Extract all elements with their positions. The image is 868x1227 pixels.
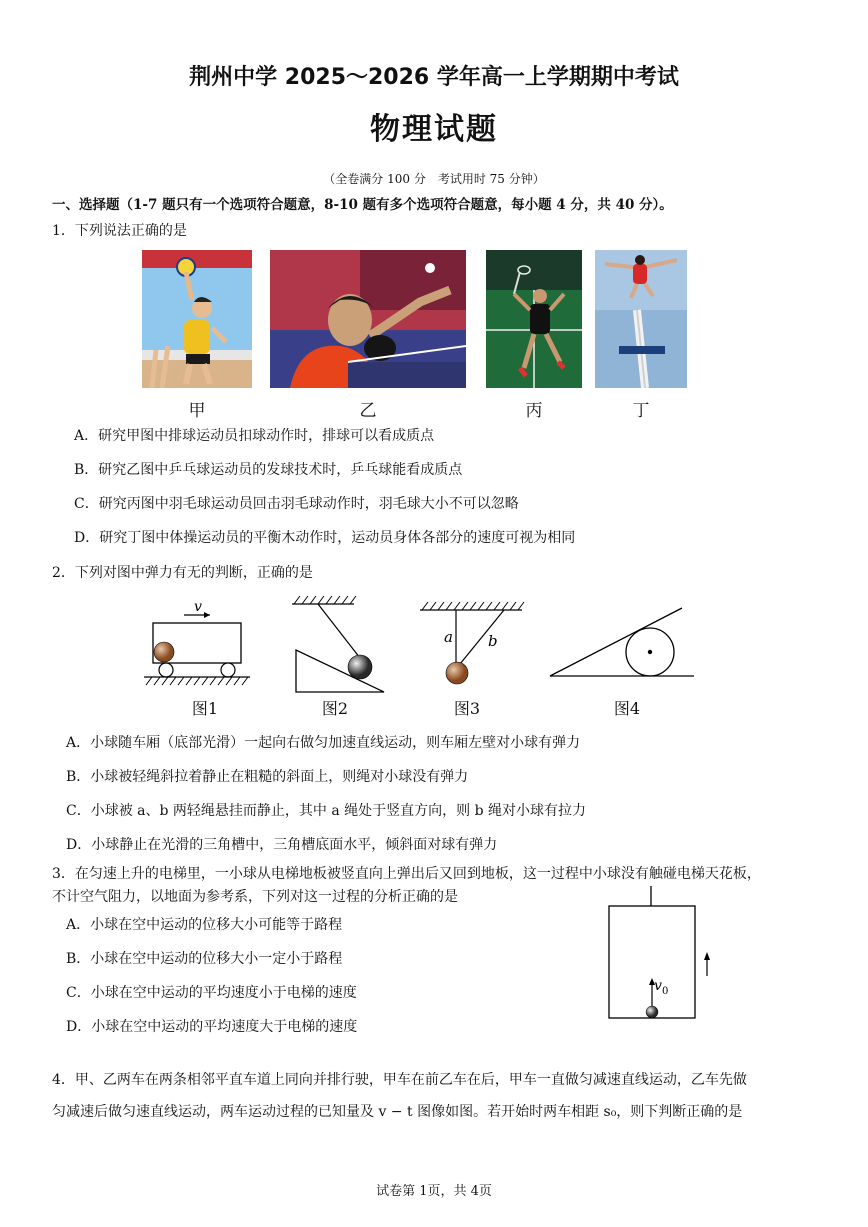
q3-elevator-figure xyxy=(600,884,720,1024)
q3-option-b: B．小球在空中运动的位移大小一定小于路程 xyxy=(66,951,343,967)
q2-option-d: D．小球静止在光滑的三角槽中，三角槽底面水平，倾斜面对球有弹力 xyxy=(66,837,498,853)
q2-fig-label-3: 图3 xyxy=(453,699,481,718)
photo-label-bing: 丙 xyxy=(525,401,543,421)
fig3-rope-a-label: a xyxy=(444,628,453,646)
fig1-velocity-label: v xyxy=(194,599,202,615)
photo-label-jia: 甲 xyxy=(188,401,206,421)
photo-label-yi: 乙 xyxy=(359,401,377,421)
q2-stem: 2．下列对图中弹力有无的判断，正确的是 xyxy=(52,565,313,581)
q3-option-a: A．小球在空中运动的位移大小可能等于路程 xyxy=(66,917,343,933)
q2-fig-label-2: 图2 xyxy=(321,699,349,718)
subject-title: 物理试题 xyxy=(370,112,498,147)
q2-option-b: B．小球被轻绳斜拉着静止在粗糙的斜面上，则绳对小球没有弹力 xyxy=(66,769,469,785)
q2-figure-1 xyxy=(140,595,255,690)
q2-figure-2 xyxy=(288,592,388,694)
v0-label: v xyxy=(654,978,662,994)
photo-badminton xyxy=(486,250,582,388)
exam-info: （全卷满分 100 分 考试用时 75 分钟） xyxy=(323,172,545,186)
photo-volleyball xyxy=(142,250,252,388)
q1-option-d: D．研究丁图中体操运动员的平衡木动作时，运动员身体各部分的速度可视为相同 xyxy=(74,530,576,546)
q4-line2: 匀减速后做匀速直线运动，两车运动过程的已知量及 v − t 图像如图。若开始时两车相距 s₀，则下判断正确的是 xyxy=(52,1104,743,1120)
q1-option-a: A．研究甲图中排球运动员扣球动作时，排球可以看成质点 xyxy=(74,428,435,444)
q2-figure-3 xyxy=(416,598,528,690)
q3-stem-line1: 3．在匀速上升的电梯里，一小球从电梯地板被竖直向上弹出后又回到地板，这一过程中小球没有触碰电梯天花板， xyxy=(52,866,761,882)
q2-option-a: A．小球随车厢（底部光滑）一起向右做匀加速直线运动，则车厢左壁对小球有弹力 xyxy=(66,735,581,751)
fig3-rope-b-label: b xyxy=(488,632,498,650)
q2-figure-4 xyxy=(546,600,696,682)
q2-option-c: C．小球被 a、b 两轻绳悬挂而静止，其中 a 绳处于竖直方向，则 b 绳对小球有拉力 xyxy=(66,803,587,819)
page-footer: 试卷第 1页，共 4页 xyxy=(376,1184,492,1199)
v0-subscript: 0 xyxy=(662,986,669,997)
q3-option-d: D．小球在空中运动的平均速度大于电梯的速度 xyxy=(66,1019,358,1035)
exam-title: 荆州中学 2025～2026 学年高一上学期期中考试 xyxy=(189,65,679,90)
q2-fig-label-1: 图1 xyxy=(191,699,219,718)
q1-stem: 1．下列说法正确的是 xyxy=(52,223,187,239)
photo-balance-beam xyxy=(595,250,687,388)
q3-option-c: C．小球在空中运动的平均速度小于电梯的速度 xyxy=(66,985,357,1001)
photo-label-ding: 丁 xyxy=(632,401,650,421)
q3-stem-line2: 不计空气阻力，以地面为参考系，下列对这一过程的分析正确的是 xyxy=(52,889,458,905)
section-heading: 一、选择题（1-7 题只有一个选项符合题意，8-10 题有多个选项符合题意，每小题 4 分，共 40 分）。 xyxy=(52,197,673,213)
q1-option-c: C．研究丙图中羽毛球运动员回击羽毛球动作时，羽毛球大小不可以忽略 xyxy=(74,496,519,512)
q2-fig-label-4: 图4 xyxy=(613,699,641,718)
q1-option-b: B．研究乙图中乒乓球运动员的发球技术时，乒乓球能看成质点 xyxy=(74,462,463,478)
q4-line1: 4．甲、乙两车在两条相邻平直车道上同向并排行驶，甲车在前乙车在后，甲车一直做匀减速直线运动，乙车先做 xyxy=(52,1072,747,1088)
photo-table-tennis xyxy=(270,250,466,388)
